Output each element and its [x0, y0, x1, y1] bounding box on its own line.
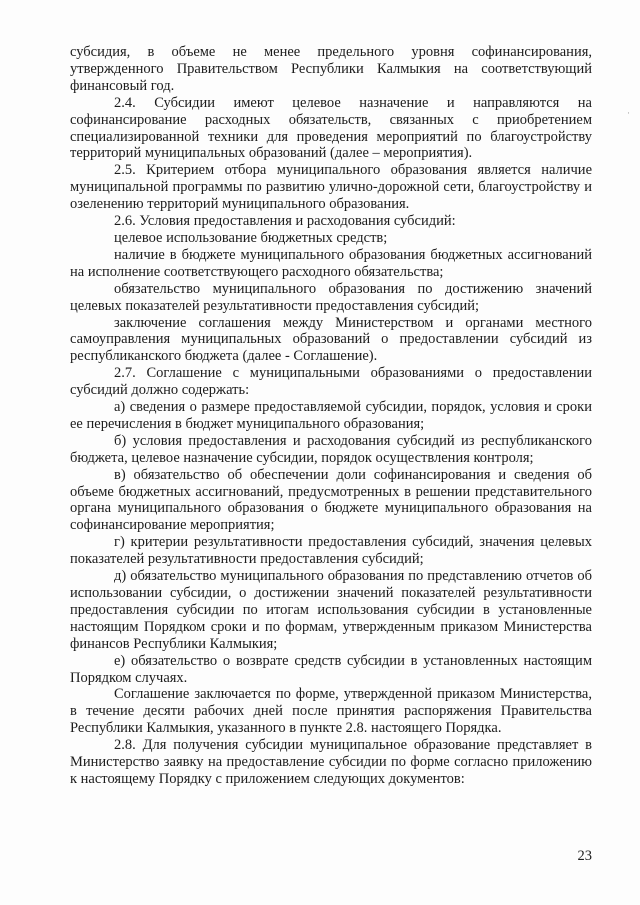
paragraph: 2.4. Субсидии имеют целевое назначение и направляются на софинансирование расходных обязательств, связанных с приобретением специализированной техники для проведения мероприятий по благоустройству территорий муниципальных образований (далее – мероприятия).: [70, 94, 592, 162]
paragraph: наличие в бюджете муниципального образования бюджетных ассигнований на исполнение соответствующего расходного обязательства;: [70, 246, 592, 280]
paragraph: субсидия, в объеме не менее предельного уровня софинансирования, утвержденного Правительством Республики Калмыкия на соответствующий финансовый год.: [70, 44, 592, 94]
paragraph: а) сведения о размере предоставляемой субсидии, порядок, условия и сроки ее перечисления в бюджет муниципального образования;: [70, 399, 592, 432]
document-body: [70, 44, 592, 788]
paragraph: д) обязательство муниципального образования по представлению отчетов об использовании субсидии, о достижении значений показателей результативности предоставления субсидии по итогам использования субсидии в установленные настоящим Порядком сроки и по формам, утвержденным приказом Министерства финансов Республики Калмыкия;: [70, 568, 592, 652]
paragraph: 2.8. Для получения субсидии муниципальное образование представляет в Министерство заявку на предоставление субсидии по форме согласно приложению к настоящему Порядку с приложением следующих документов:: [70, 737, 592, 787]
paragraph: б) условия предоставления и расходования субсидий из республиканского бюджета, целевое назначение субсидии, порядок осуществления контроля;: [70, 432, 592, 466]
paragraph: целевое использование бюджетных средств;: [114, 229, 388, 246]
paragraph: е) обязательство о возврате средств субсидии в установленных настоящим Порядком случаях.: [70, 652, 592, 686]
paragraph: в) обязательство об обеспечении доли софинансирования и сведения об объеме бюджетных ассигнований, предусмотренных в решении представительного органа муниципального образования о бюджете муниципального образования на софинансирование мероприятия;: [70, 466, 592, 534]
paragraph: 2.7. Соглашение с муниципальными образованиями о предоставлении субсидий должно содержать:: [70, 365, 592, 399]
paragraph: 2.5. Критерием отбора муниципального образования является наличие муниципальной программы по развитию улично-дорожной сети, благоустройству и озеленению территорий муниципального образования.: [70, 162, 592, 213]
paragraph: заключение соглашения между Министерством и органами местного самоуправления муниципальных образований о предоставлении субсидий из республиканского бюджета (далее - Соглашение).: [70, 314, 592, 365]
paragraph: Соглашение заключается по форме, утвержденной приказом Министерства, в течение десяти рабочих дней после принятия распоряжения Правительства Республики Калмыкия, указанного в пункте 2.8. настоящего Порядка.: [70, 686, 592, 737]
paragraph: г) критерии результативности предоставления субсидий, значения целевых показателей результативности предоставления субсидий;: [70, 534, 592, 568]
page-number: 23: [577, 848, 592, 864]
margin-mark: ·: [627, 108, 630, 118]
paragraph: 2.6. Условия предоставления и расходования субсидий:: [114, 213, 456, 230]
paragraph: обязательство муниципального образования по достижению значений целевых показателей результативности предоставления субсидий;: [70, 280, 592, 314]
